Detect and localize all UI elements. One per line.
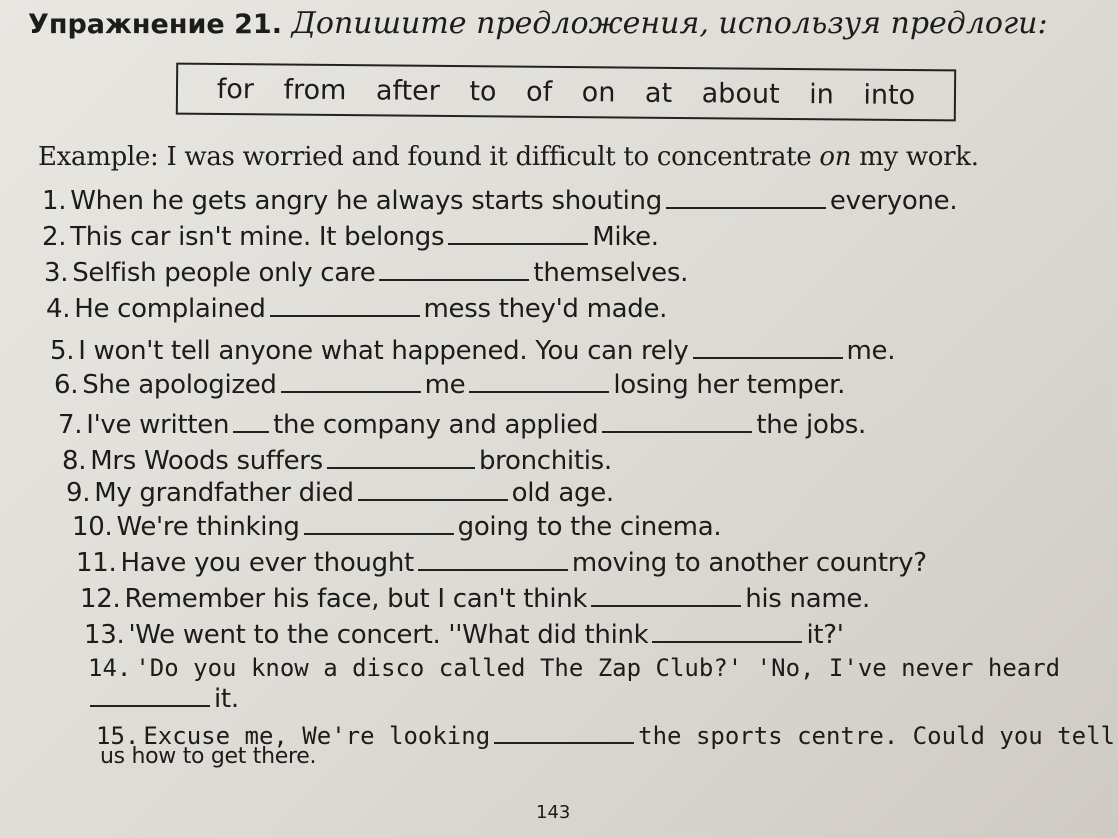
word-in: in — [809, 78, 834, 110]
sentence-part: Have you ever thought — [120, 548, 414, 578]
sentence-2 — [42, 222, 659, 252]
item-number: 12. — [80, 584, 121, 614]
item-number: 4. — [46, 294, 71, 324]
item-number: 10. — [72, 512, 113, 542]
sentence-13 — [84, 620, 844, 650]
sentence-14-continued — [90, 684, 239, 714]
answer-blank[interactable] — [281, 389, 421, 393]
item-number: 11. — [76, 548, 117, 578]
sentence-part: Mike. — [592, 222, 659, 252]
sentence-part: us how to get there. — [100, 744, 317, 769]
sentence-part: My grandfather died — [94, 478, 354, 508]
sentence-part: We're thinking — [116, 512, 300, 542]
sentence-11 — [76, 548, 927, 578]
answer-blank[interactable] — [469, 389, 609, 393]
sentence-part: 'We went to the concert. ''What did think — [128, 620, 649, 650]
item-number: 9. — [66, 478, 91, 508]
exercise-heading — [28, 6, 1048, 41]
word-to: to — [469, 75, 497, 107]
sentence-10 — [72, 512, 721, 542]
sentence-part: me. — [846, 336, 896, 366]
sentence-part: Excuse me, We're looking — [143, 722, 491, 750]
answer-blank[interactable] — [270, 313, 420, 317]
sentence-part: This car isn't mine. It belongs — [70, 222, 445, 252]
sentence-part: losing her temper. — [613, 370, 846, 400]
item-number: 8. — [62, 446, 87, 476]
sentence-part: When he gets angry he always starts shouting — [70, 186, 662, 216]
sentence-part: old age. — [511, 478, 614, 508]
exercise-instruction: Допишите предложения, используя предлоги: — [291, 6, 1048, 41]
sentence-part: She apologized — [82, 370, 277, 400]
sentence-part: Mrs Woods suffers — [90, 446, 323, 476]
answer-blank[interactable] — [591, 603, 741, 607]
sentence-7 — [58, 410, 866, 440]
item-number: 15. — [96, 722, 140, 750]
sentence-12 — [80, 584, 870, 614]
sentence-5 — [50, 336, 895, 366]
item-number: 13. — [84, 620, 125, 650]
answer-blank[interactable] — [652, 639, 802, 643]
item-number: 6. — [54, 370, 79, 400]
example-answer: on — [819, 142, 852, 172]
page-number: 143 — [536, 802, 571, 823]
sentence-part: Remember his face, but I can't think — [124, 584, 588, 614]
sentence-part: I won't tell anyone what happened. You can rely — [78, 336, 689, 366]
answer-blank[interactable] — [666, 205, 826, 209]
sentence-part: going to the cinema. — [457, 512, 722, 542]
answer-blank[interactable] — [233, 429, 269, 433]
sentence-3 — [44, 258, 688, 288]
preposition-box — [176, 63, 956, 122]
sentence-part: the company and applied — [273, 410, 599, 440]
word-from: from — [283, 74, 347, 106]
sentence-part: bronchitis. — [478, 446, 612, 476]
sentence-part: the jobs. — [756, 410, 867, 440]
sentence-14 — [88, 654, 1060, 682]
sentence-9 — [66, 478, 614, 508]
answer-blank[interactable] — [304, 531, 454, 535]
sentence-part: his name. — [745, 584, 871, 614]
word-of: of — [525, 76, 553, 108]
item-number: 1. — [42, 186, 67, 216]
sentence-8 — [62, 446, 612, 476]
sentence-part: me — [424, 370, 466, 400]
example-text-after: my work. — [851, 142, 979, 172]
sentence-part: 'Do you know a disco called The Zap Club?' 'No, I've never heard — [135, 654, 1061, 682]
word-at: at — [644, 77, 673, 109]
word-about: about — [701, 77, 780, 110]
sentence-6 — [54, 370, 845, 400]
word-on: on — [581, 76, 616, 108]
example-text-before: Example: I was worried and found it difficult to concentrate — [38, 142, 820, 172]
answer-blank[interactable] — [494, 740, 634, 744]
answer-blank[interactable] — [602, 429, 752, 433]
answer-blank[interactable] — [90, 703, 210, 707]
word-into: into — [863, 79, 916, 111]
sentence-4 — [46, 294, 667, 324]
sentence-part: the sports centre. Could you tell — [638, 722, 1115, 750]
answer-blank[interactable] — [448, 241, 588, 245]
word-for: for — [216, 73, 255, 105]
answer-blank[interactable] — [358, 497, 508, 501]
sentence-part: mess they'd made. — [423, 294, 668, 324]
sentence-part: everyone. — [829, 186, 958, 216]
answer-blank[interactable] — [379, 277, 529, 281]
item-number: 14. — [88, 654, 132, 682]
answer-blank[interactable] — [327, 465, 475, 469]
example-sentence — [38, 142, 979, 172]
item-number: 3. — [44, 258, 69, 288]
sentence-part: themselves. — [533, 258, 689, 288]
sentence-1 — [42, 186, 957, 216]
sentence-15-continued — [100, 744, 316, 769]
sentence-part: it. — [214, 684, 239, 714]
sentence-part: I've written — [86, 410, 230, 440]
sentence-part: it?' — [806, 620, 844, 650]
item-number: 2. — [42, 222, 67, 252]
answer-blank[interactable] — [693, 355, 843, 359]
sentence-part: Selfish people only care — [72, 258, 376, 288]
answer-blank[interactable] — [418, 567, 568, 571]
exercise-number: Упражнение 21. — [28, 9, 282, 40]
sentence-part: moving to another country? — [571, 548, 927, 578]
item-number: 7. — [58, 410, 83, 440]
sentence-part: He complained — [74, 294, 266, 324]
item-number: 5. — [50, 336, 75, 366]
word-after: after — [375, 74, 440, 107]
